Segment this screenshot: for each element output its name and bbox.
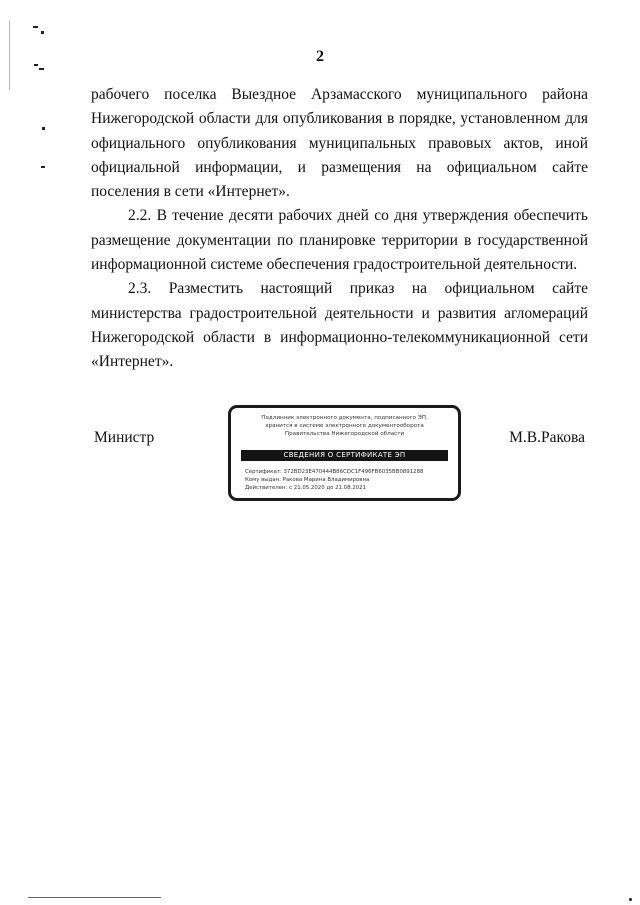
document-body <box>91 83 588 375</box>
stamp-notice-line: Правительства Нижегородской области <box>284 431 405 437</box>
stamp-issued-to: Кому выдан: Ракова Марина Владимировна <box>245 477 370 483</box>
paragraph-continuation: рабочего поселка Выездное Арзамасского муниципального района Нижегородской области для опубликования в порядке, установленном для официального опубликования муниципальных правовых актов, иной официальной информации, и размещения на официальном сайте поселения в сети «Интернет». <box>91 86 588 201</box>
margin-mark <box>41 166 45 168</box>
footer-rule <box>28 897 161 898</box>
page-number: 2 <box>316 48 324 65</box>
electronic-signature-stamp <box>228 405 461 501</box>
stamp-notice-line: Подлинник электронного документа, подписанного ЭП, <box>261 415 428 421</box>
margin-mark <box>39 68 44 70</box>
stamp-details <box>245 468 450 492</box>
stamp-notice-line: хранится в системе электронного документооборота <box>265 423 424 429</box>
stamp-notice <box>239 414 450 438</box>
stamp-validity: Действителен: с 21.05.2020 до 21.08.2021 <box>245 485 366 491</box>
margin-mark <box>41 31 44 34</box>
signatory-title: Министр <box>94 429 155 446</box>
stamp-header: СВЕДЕНИЯ О СЕРТИФИКАТЕ ЭП <box>241 450 448 461</box>
stamp-certificate: Сертификат: 372BD23E470444B86CDC1F496FB6035BB0891288 <box>245 469 424 475</box>
margin-mark <box>42 127 45 130</box>
paragraph-item-2-2: 2.2. В течение десяти рабочих дней со дня утверждения обеспечить размещение документации по планировке территории в государственной информационной системе обеспечения градостроительной деятельности. <box>91 207 588 274</box>
margin-mark <box>33 26 38 28</box>
signature-block <box>0 405 640 505</box>
signatory-name: М.В.Ракова <box>509 429 585 446</box>
paragraph-item-2-3: 2.3. Разместить настоящий приказ на официальном сайте министерства градостроительной деятельности и развития агломераций Нижегородской области в информационно-телекоммуникационной сети «Интернет». <box>91 280 588 371</box>
scan-mark <box>629 898 632 901</box>
